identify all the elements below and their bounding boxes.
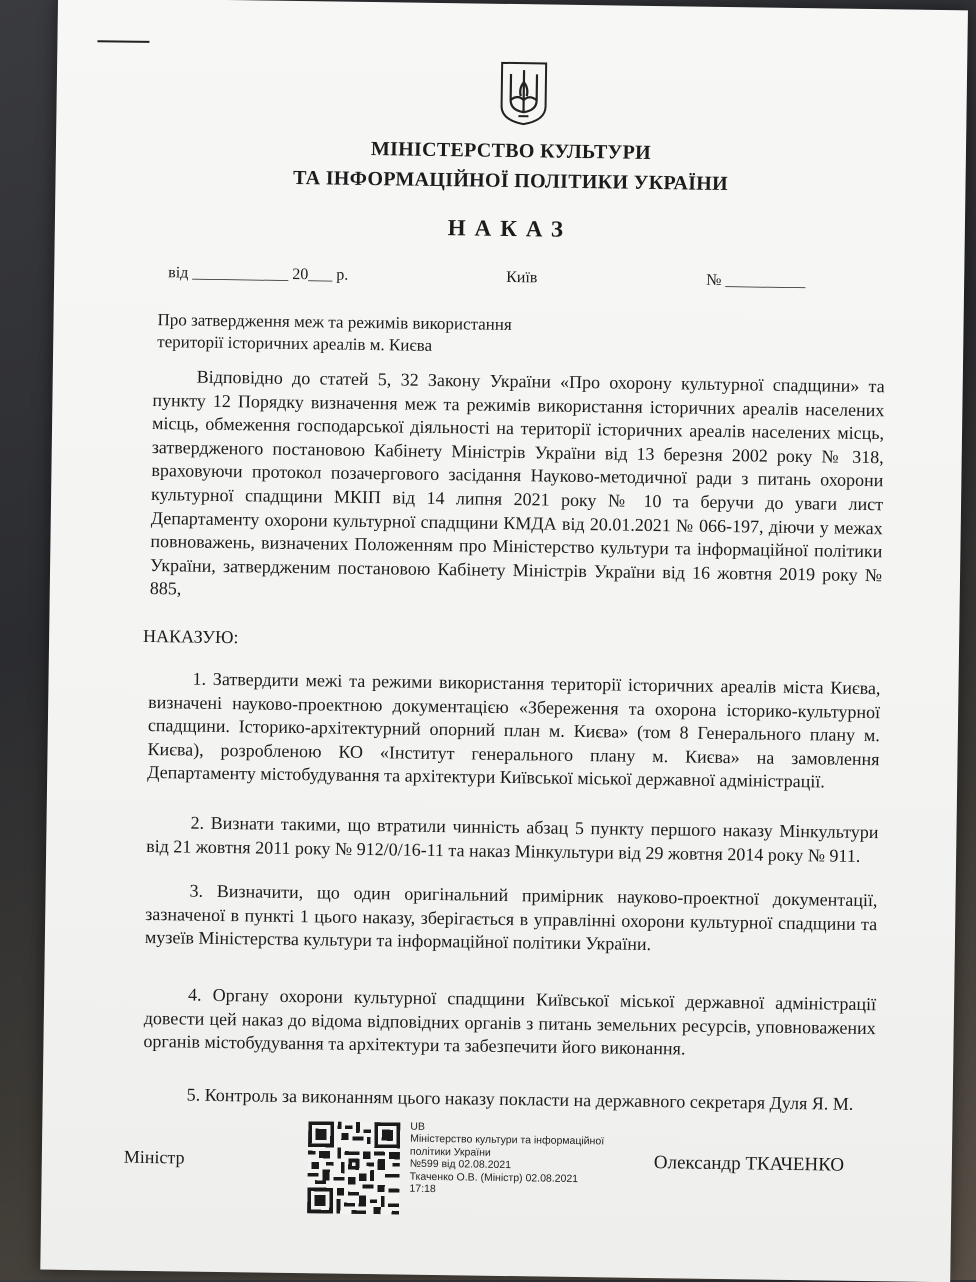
- order-keyword: НАКАЗУЮ:: [143, 625, 239, 648]
- order-item: 5. Контроль за виконанням цього наказу покласти на державного секретаря Дуля Я. М.: [186, 1084, 854, 1114]
- corner-mark: [97, 40, 149, 43]
- stamp-line: 17:18: [409, 1182, 436, 1196]
- coat-of-arms-icon: [498, 60, 549, 127]
- qr-code-icon: [307, 1121, 400, 1214]
- stamp-line: UB: [410, 1120, 425, 1133]
- order-date: від ____________ 20___ р.: [168, 264, 349, 284]
- subject-line: території історичних ареалів м. Києва: [157, 332, 433, 355]
- ministry-name-line2: ТА ІНФОРМАЦІЙНОЇ ПОЛІТИКИ УКРАЇНИ: [292, 166, 729, 196]
- digital-signature-stamp: [409, 1121, 650, 1199]
- stamp-line: Ткаченко О.В. (Міністр) 02.08.2021: [409, 1170, 579, 1185]
- order-number: № __________: [706, 271, 806, 291]
- document-type-title: НАКАЗ: [447, 215, 573, 242]
- order-city: Київ: [506, 268, 538, 287]
- document-page: [40, 0, 968, 1282]
- signer-title: Міністр: [123, 1146, 185, 1168]
- order-item: 3. Визначити, що один оригінальний примірник науково-проектної документації, зазначеної в пункті 1 цього наказу, зберігається в управлінні охорони культурної спадщини та музеїв Міністерства культури та інформаційної політики України.: [144, 880, 878, 955]
- stamp-line: Міністерство культури та інформаційної: [410, 1133, 605, 1148]
- stamp-line: політики України: [409, 1145, 491, 1159]
- order-item: 4. Органу охорони культурної спадщини Київської міської державної адміністрації довести цей наказ до відома відповідних органів з питань земельних ресурсів, уповноважених органів містобудування та архітектури та забезпечити його виконання.: [143, 984, 877, 1059]
- preamble-paragraph: Відповідно до статей 5, 32 Закону України «Про охорону культурної спадщини» та пункту 12 Порядку визначення меж та режимів використання історичних ареалів населених місць, обмеження господарської діяльності на території історичних ареалів населених місць, затвердженого постановою Кабінету Міністрів України від 13 березня 2002 року № 318, враховуючи протокол позачергового засідання Науково-методичної ради з питань охорони культурної спадщини МКІП від 14 липня 2021 року № 10 та беручи до уваги лист Департаменту охорони культурної спадщини КМДА від 20.01.2021 № 066-197, діючи у межах повноважень, визначених Положенням про Міністерство культури та інформаційної політики України, затвердженим постановою Кабінету Міністрів України від 16 жовтня 2019 року № 885,: [149, 366, 885, 599]
- ministry-name-line1: МІНІСТЕРСТВО КУЛЬТУРИ: [370, 138, 652, 164]
- stamp-line: №599 від 02.08.2021: [409, 1157, 512, 1172]
- order-item: 1. Затвердити межі та режими використання території історичних ареалів міста Києва, визначені науково-проектною документацією «Збереження та охорона історико-культурної спадщини. Історико-архітектурний опорний план м. Києва» (том 8 Генерального плану м. Києва), розробленою КО «Інститут генерального плану м. Києва» на замовлення Департаменту містобудування та архітектури Київської міської державної адміністрації.: [147, 668, 881, 792]
- order-item: 2. Визнати такими, що втратили чинність абзац 5 пункту першого наказу Мінкультури від 21 жовтня 2011 року № 912/0/16-11 та наказ Мінкультури від 29 жовтня 2014 року № 911.: [146, 812, 879, 866]
- subject-line: Про затвердження меж та режимів використання: [157, 310, 512, 335]
- order-subject: [157, 309, 512, 358]
- signer-name: Олександр ТКАЧЕНКО: [653, 1152, 845, 1176]
